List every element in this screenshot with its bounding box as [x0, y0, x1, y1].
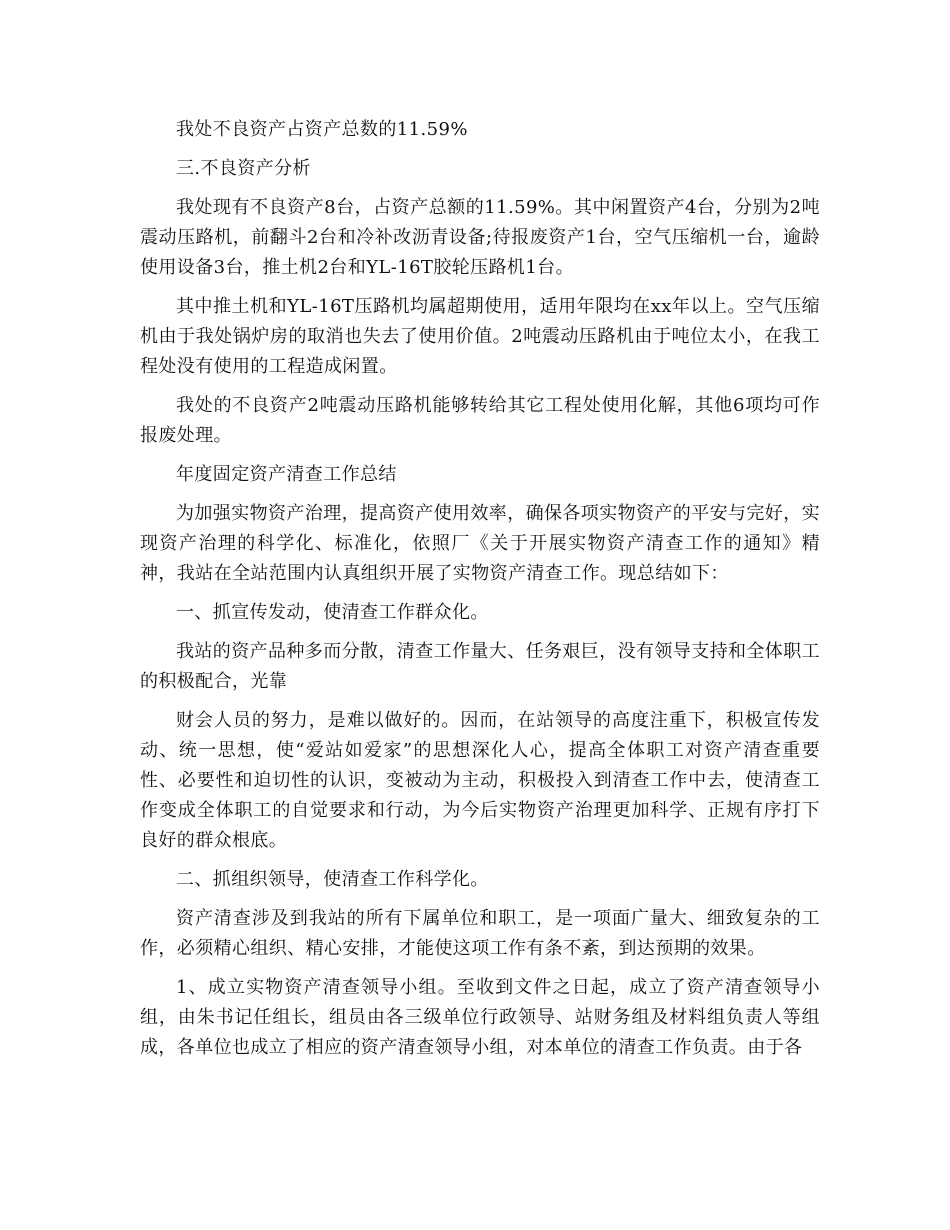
- document-body: [140, 115, 820, 1072]
- paragraph-leadership-group: 1、成立实物资产清查领导小组。至收到文件之日起，成立了资产清查领导小组，由朱书记任组长，组员由各三级单位行政领导、站财务组及材料组负责人等组成，各单位也成立了相应的资产清查领导小组，对本单位的清查工作负责。由于各: [140, 977, 820, 1058]
- paragraph-disposal-plan: 我处的不良资产2吨震动压路机能够转给其它工程处使用化解，其他6项均可作报废处理。: [140, 395, 820, 446]
- paragraph-publicity-part1: 我站的资产品种多而分散，清查工作量大、任务艰巨，没有领导支持和全体职工的积极配合，光靠: [140, 641, 820, 692]
- paragraph-publicity-part2: 财会人员的努力，是难以做好的。因而，在站领导的高度注重下，积极宣传发动、统一思想，使“爱站如爱家”的思想深化人心，提高全体职工对资产清查重要性、必要性和迫切性的认识，变被动为主动，积极投入到清查工作中去，使清查工作变成全体职工的自觉要求和行动，为今后实物资产治理更加科学、正规有序打下良好的群众根底。: [140, 710, 820, 851]
- section-heading-publicity: 一、抓宣传发动，使清查工作群众化。: [176, 602, 489, 623]
- paragraph-summary-ratio: 我处不良资产占资产总数的11.59%: [176, 119, 468, 140]
- section-heading-analysis: 三.不良资产分析: [176, 158, 311, 179]
- paragraph-overdue-equipment: 其中推土机和YL-16T压路机均属超期使用，适用年限均在xx年以上。空气压缩机由于我处锅炉房的取消也失去了使用价值。2吨震动压路机由于吨位太小，在我工程处没有使用的工程造成闲置。: [140, 296, 820, 377]
- paragraph-organization-scope: 资产清查涉及到我站的所有下属单位和职工，是一项面广量大、细致复杂的工作，必须精心组织、精心安排，才能使这项工作有条不紊，到达预期的效果。: [140, 908, 820, 959]
- paragraph-introduction: 为加强实物资产治理，提高资产使用效率，确保各项实物资产的平安与完好，实现资产治理的科学化、标准化，依照厂《关于开展实物资产清查工作的通知》精神，我站在全站范围内认真组织开展了实物资产清查工作。现总结如下：: [140, 503, 820, 584]
- paragraph-bad-assets-overview: 我处现有不良资产8台，占资产总额的11.59%。其中闲置资产4台，分别为2吨震动压路机，前翻斗2台和冷补改沥青设备;待报废资产1台，空气压缩机一台，逾龄使用设备3台，推土机2台和YL-16T胶轮压路机1台。: [140, 197, 820, 278]
- section-heading-organization: 二、抓组织领导，使清查工作科学化。: [176, 869, 489, 890]
- document-title-annual-summary: 年度固定资产清查工作总结: [176, 464, 397, 485]
